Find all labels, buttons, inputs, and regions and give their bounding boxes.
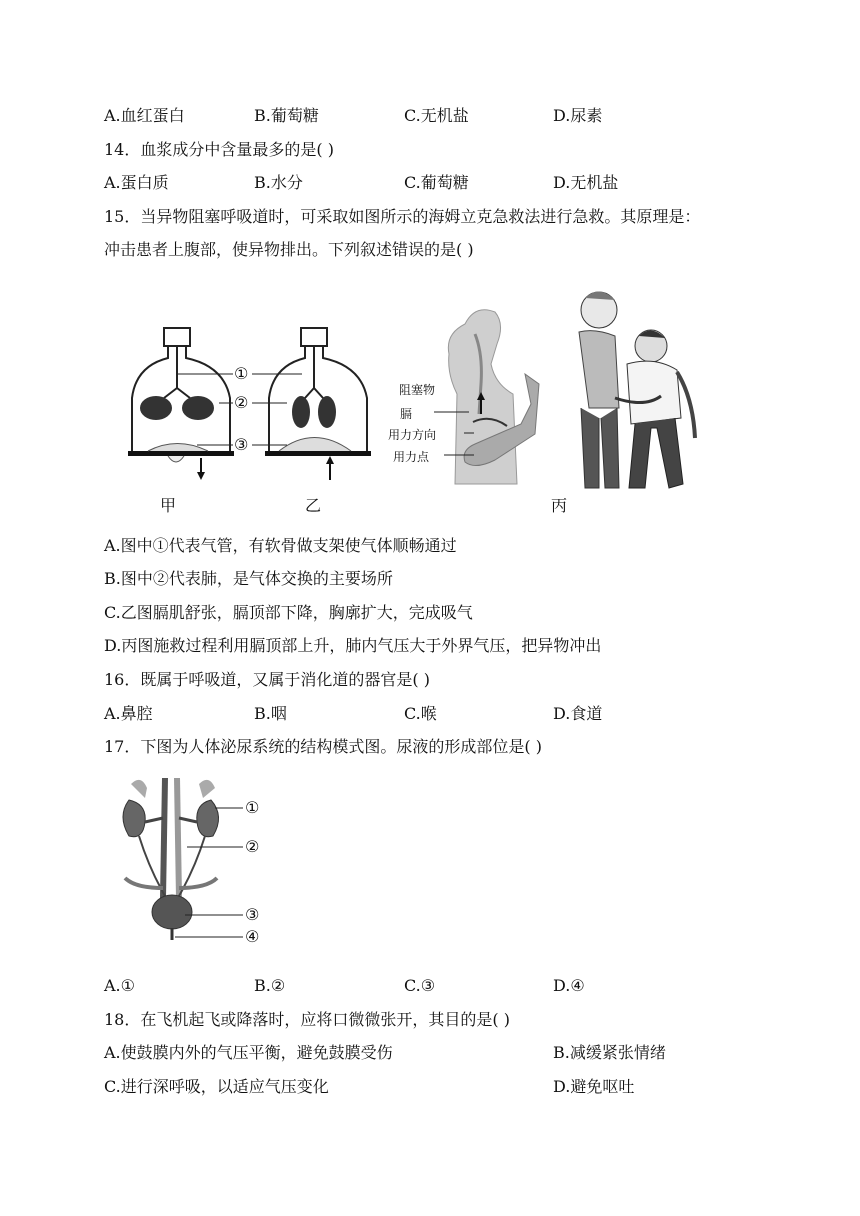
q16-option-c: C.喉 <box>404 704 437 723</box>
callout-force-point: 用力点 <box>393 450 430 464</box>
q13-option-c: C.无机盐 <box>404 106 469 125</box>
q17-option-b: B.② <box>254 976 286 995</box>
callout-force-direction: 用力方向 <box>388 428 437 442</box>
q16-option-a: A.鼻腔 <box>104 704 153 723</box>
panel-label-jia: 甲 <box>160 496 177 515</box>
q18-option-b: B.减缓紧张情绪 <box>553 1043 666 1062</box>
q15-option-a: A.图中①代表气管，有软骨做支架使气体顺畅通过 <box>104 536 457 555</box>
q15-stem-line2: 冲击患者上腹部，使异物排出。下列叙述错误的是( ) <box>104 240 474 259</box>
panel-label-yi: 乙 <box>305 496 322 515</box>
q15-option-c: C.乙图膈肌舒张，膈顶部下降，胸廓扩大，完成吸气 <box>104 603 473 622</box>
callout-diaphragm: 膈 <box>400 407 413 421</box>
q13-option-d: D.尿素 <box>553 106 603 125</box>
q17-stem: 17．下图为人体泌尿系统的结构模式图。尿液的形成部位是( ) <box>104 737 542 756</box>
marker-3: ③ <box>234 435 249 454</box>
q17-option-d: D.④ <box>553 976 585 995</box>
urinary-marker-1: ① <box>245 798 260 817</box>
heimlich-rescue-illustration <box>565 288 700 488</box>
callout-leaders <box>434 390 474 460</box>
urinary-marker-4: ④ <box>245 927 260 946</box>
bell-jar-figure-yi <box>265 328 375 468</box>
q14-stem: 14．血浆成分中含量最多的是( ) <box>104 140 334 159</box>
marker-1: ① <box>234 364 249 383</box>
q18-stem: 18．在飞机起飞或降落时，应将口微微张开，其目的是( ) <box>104 1010 510 1029</box>
q18-option-a: A.使鼓膜内外的气压平衡，避免鼓膜受伤 <box>104 1043 393 1062</box>
q16-option-b: B.咽 <box>254 704 287 723</box>
q14-option-c: C.葡萄糖 <box>404 173 469 192</box>
q14-option-b: B.水分 <box>254 173 303 192</box>
urinary-marker-2: ② <box>245 837 260 856</box>
q18-option-d: D.避免呕吐 <box>553 1077 635 1096</box>
q14-option-a: A.蛋白质 <box>104 173 169 192</box>
marker-2: ② <box>234 393 249 412</box>
q16-option-d: D.食道 <box>553 704 603 723</box>
panel-label-bing: 丙 <box>551 496 568 515</box>
q16-stem: 16．既属于呼吸道，又属于消化道的器官是( ) <box>104 670 430 689</box>
urinary-marker-3: ③ <box>245 905 260 924</box>
q13-option-a: A.血红蛋白 <box>104 106 185 125</box>
q15-stem-line1: 15．当异物阻塞呼吸道时，可采取如图所示的海姆立克急救法进行急救。其原理是： <box>104 207 701 226</box>
q17-option-c: C.③ <box>404 976 436 995</box>
q15-option-d: D.丙图施救过程利用膈顶部上升，肺内气压大于外界气压，把异物冲出 <box>104 636 602 655</box>
urinary-system-figure <box>115 778 245 948</box>
q14-option-d: D.无机盐 <box>553 173 619 192</box>
q17-option-a: A.① <box>104 976 135 995</box>
q18-option-c: C.进行深呼吸，以适应气压变化 <box>104 1077 329 1096</box>
q13-option-b: B.葡萄糖 <box>254 106 319 125</box>
q15-option-b: B.图中②代表肺，是气体交换的主要场所 <box>104 569 393 588</box>
callout-blockage: 阻塞物 <box>399 383 436 397</box>
